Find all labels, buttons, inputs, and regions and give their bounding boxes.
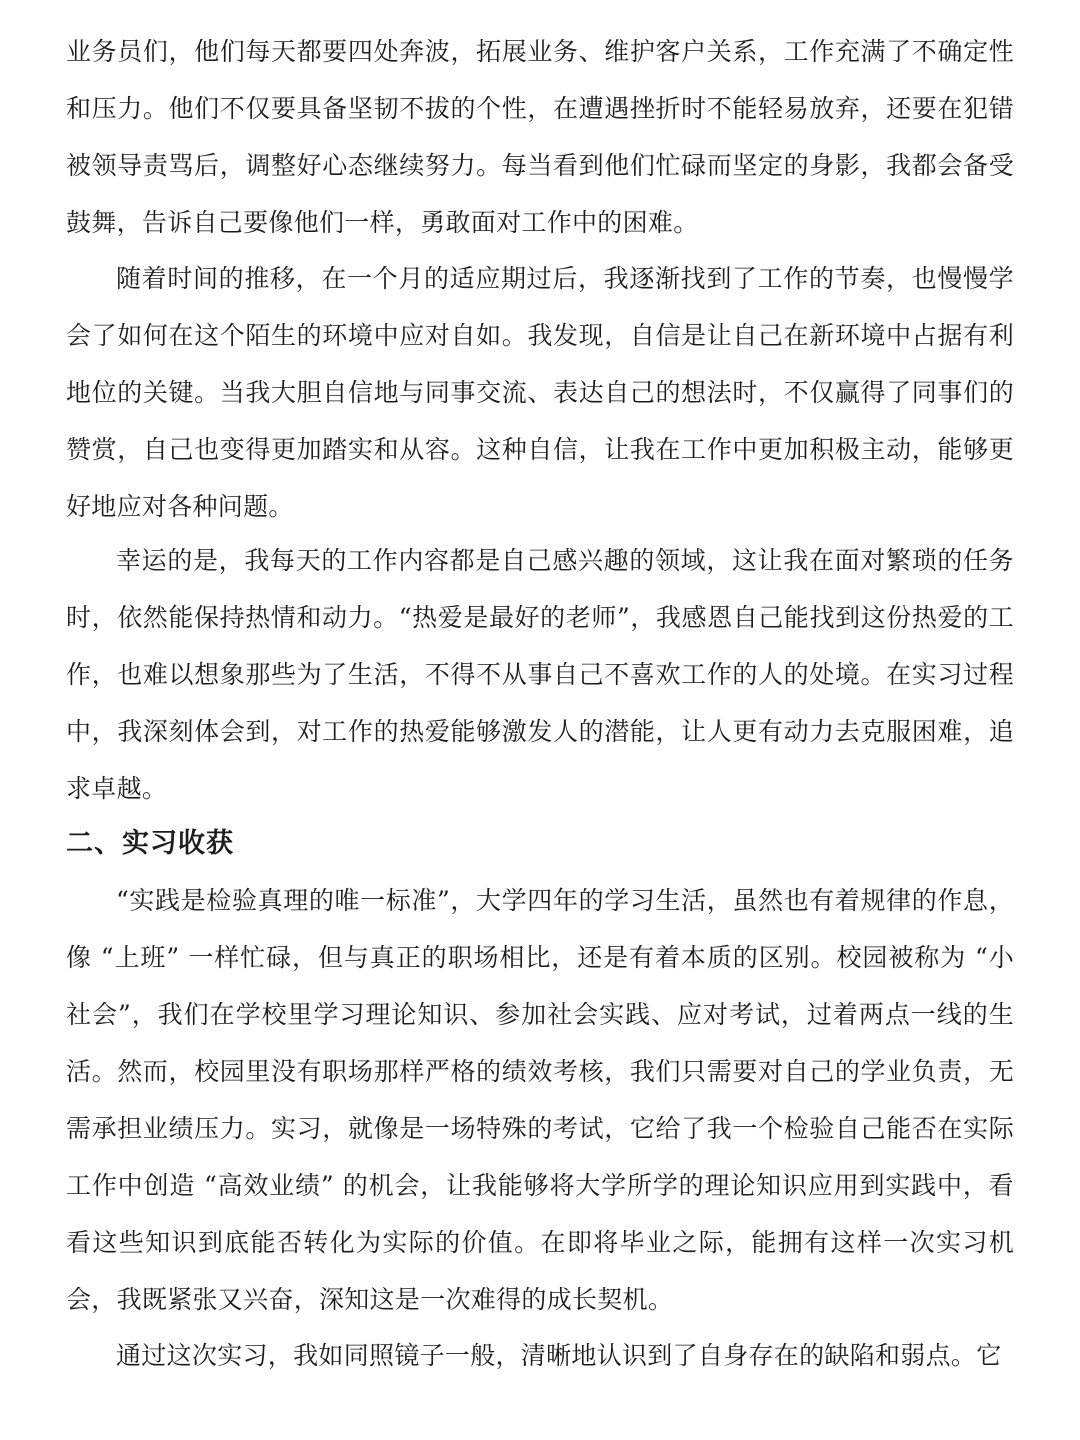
paragraph-adaptation: 随着时间的推移，在一个月的适应期过后，我逐渐找到了工作的节奏，也慢慢学会了如何在这个陌生的环境中应对自如。我发现，自信是让自己在新环境中占据有利地位的关键。当我大胆自信地与同事交流、表达自己的想法时，不仅赢得了同事们的赞赏，自己也变得更加踏实和从容。这种自信，让我在工作中更加积极主动，能够更好地应对各种问题。 [66, 264, 1014, 521]
paragraph-salespeople: 业务员们，他们每天都要四处奔波，拓展业务、维护客户关系，工作充满了不确定性和压力。他们不仅要具备坚韧不拔的个性，在遭遇挫折时不能轻易放弃，还要在犯错被领导责骂后，调整好心态继续努力。每当看到他们忙碌而坚定的身影，我都会备受鼓舞，告诉自己要像他们一样，勇敢面对工作中的困难。 [66, 37, 1014, 237]
paragraph-passion: 幸运的是，我每天的工作内容都是自己感兴趣的领域，这让我在面对繁琐的任务时，依然能保持热情和动力。“热爱是最好的老师”，我感恩自己能找到这份热爱的工作，也难以想象那些为了生活，不得不从事自己不喜欢工作的人的处境。在实习过程中，我深刻体会到，对工作的热爱能够激发人的潜能，让人更有动力去克服困难，追求卓越。 [66, 546, 1014, 803]
paragraph-practice: “实践是检验真理的唯一标准”，大学四年的学习生活，虽然也有着规律的作息，像 “上班” 一样忙碌，但与真正的职场相比，还是有着本质的区别。校园被称为 “小社会”，我们在学校里学习理论知识、参加社会实践、应对考试，过着两点一线的生活。然而，校园里没有职场那样严格的绩效考核，我们只需要对自己的学业负责，无需承担业绩压力。实习，就像是一场特殊的考试，它给了我一个检验自己能否在实际工作中创造 “高效业绩” 的机会，让我能够将大学所学的理论知识应用到实践中，看看这些知识到底能否转化为实际的价值。在即将毕业之际，能拥有这样一次实习机会，我既紧张又兴奋，深知这是一次难得的成长契机。 [66, 886, 1014, 1314]
section-heading: 二、实习收获 [66, 828, 234, 859]
paragraph-self-reflection: 通过这次实习，我如同照镜子一般，清晰地认识到了自身存在的缺陷和弱点。它 [116, 1341, 1002, 1370]
